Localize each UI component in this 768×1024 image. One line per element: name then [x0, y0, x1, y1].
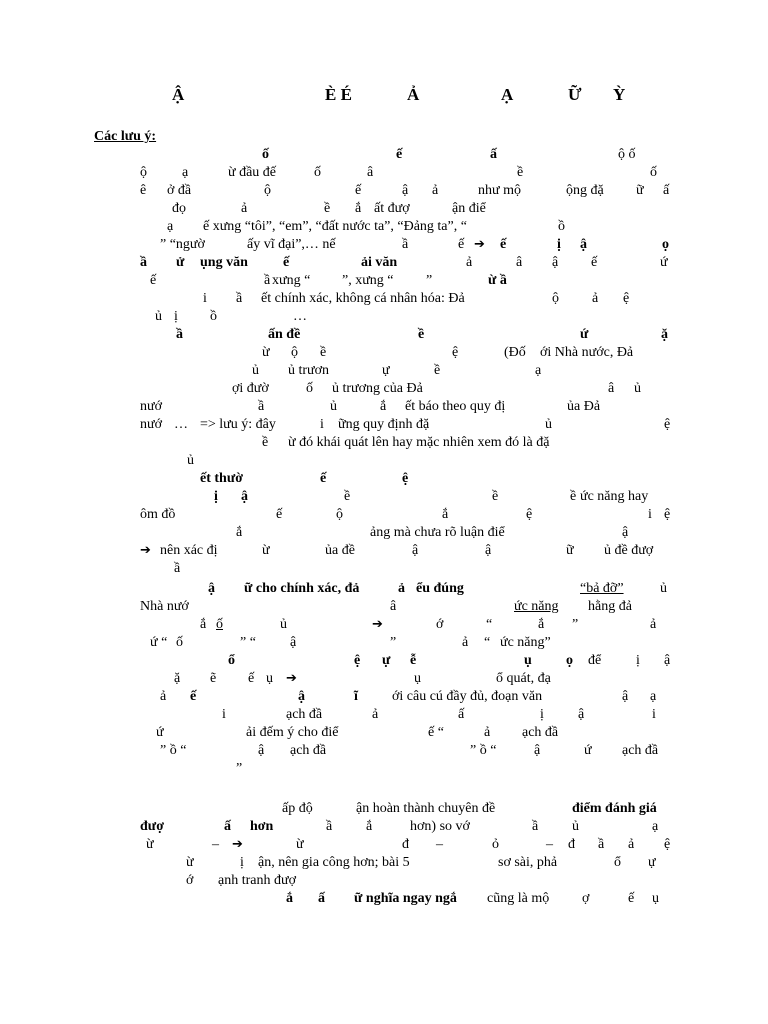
text-fragment: ầ — [326, 819, 333, 834]
text-fragment: ầ — [402, 237, 409, 252]
text-fragment: ả — [628, 837, 635, 852]
text-fragment: ừ đầu đế — [228, 165, 277, 180]
text-fragment: ổ — [228, 653, 235, 668]
text-fragment: Nhà nướ — [140, 599, 189, 614]
text-fragment: ấy vĩ đại”,… nế — [247, 237, 336, 252]
text-fragment: ụng văn — [200, 255, 248, 270]
text-fragment: ủ đề đượ — [604, 543, 654, 558]
text-fragment: đọ — [172, 201, 186, 216]
text-fragment: ộ — [336, 507, 343, 522]
text-fragment: ” — [572, 617, 579, 632]
text-fragment: ộ — [552, 291, 559, 306]
text-fragment: ộng đặ — [566, 183, 604, 198]
text-fragment: ố — [216, 617, 223, 632]
text-fragment: ữ — [566, 543, 574, 558]
text-fragment: ắ — [355, 201, 362, 216]
text-fragment: ỏ — [492, 837, 499, 852]
text-fragment: ậ — [622, 525, 629, 540]
text-fragment: đ — [568, 837, 575, 852]
text-fragment: ới câu cú đầy đủ, đoạn văn — [392, 689, 543, 704]
arrow-icon: ➔ — [474, 237, 485, 252]
text-fragment: ” “ — [240, 635, 256, 650]
text-fragment: ạ — [650, 689, 657, 704]
text-fragment: ấ — [224, 819, 231, 834]
text-fragment: ận hoàn thành chuyên đề — [356, 801, 496, 816]
text-fragment: ễ — [410, 653, 417, 668]
text-fragment: ở đầ — [167, 183, 192, 198]
text-fragment: ề — [434, 363, 441, 378]
text-fragment: ấn đề — [268, 327, 301, 342]
text-fragment: ộ — [291, 345, 298, 360]
text-fragment: ” “ngườ — [160, 237, 205, 252]
text-fragment: ủa đề — [325, 543, 355, 558]
text-fragment: ề — [418, 327, 425, 342]
text-fragment: ị — [240, 855, 244, 870]
text-fragment: ậ — [485, 543, 492, 558]
text-fragment: â — [608, 381, 615, 396]
text-fragment: ậ — [412, 543, 419, 558]
text-fragment: i — [222, 707, 226, 722]
text-fragment: ế — [458, 237, 465, 252]
text-fragment: ế — [276, 507, 283, 522]
text-fragment: ế “ — [428, 725, 444, 740]
text-fragment: đượ — [140, 819, 164, 834]
text-fragment: điểm đánh giá — [572, 801, 657, 816]
text-fragment: ề — [262, 435, 269, 450]
text-fragment: ủ — [545, 417, 552, 432]
title-fragment: Ậ — [172, 85, 185, 104]
text-fragment: ả — [484, 725, 491, 740]
text-fragment: “bả đỡ” — [580, 581, 624, 596]
title-fragment: È É — [325, 85, 352, 104]
text-fragment: ôm đồ — [140, 507, 176, 522]
text-fragment: ệ — [623, 291, 630, 306]
text-fragment: ọ — [566, 653, 573, 668]
text-fragment: ủ — [330, 399, 337, 414]
text-fragment: ận điể — [452, 201, 486, 216]
text-fragment: ảng mà chưa rõ luận điể — [370, 525, 505, 540]
text-fragment: ả — [592, 291, 599, 306]
text-fragment: nên xác đị — [160, 543, 218, 558]
text-fragment: ” — [390, 635, 397, 650]
text-fragment: ế — [355, 183, 362, 198]
text-fragment: ừ — [296, 837, 304, 852]
text-fragment: ủa Đả — [567, 399, 601, 414]
text-fragment: ề — [517, 165, 524, 180]
text-fragment: ậ — [290, 635, 297, 650]
text-fragment: ạch đầ — [522, 725, 559, 740]
text-fragment: ử — [176, 255, 185, 270]
text-fragment: hằng đả — [588, 599, 632, 614]
text-fragment: “ — [486, 617, 493, 632]
text-fragment: ế — [396, 147, 403, 162]
text-fragment: ứ — [584, 743, 592, 758]
text-fragment: ắ — [538, 617, 545, 632]
text-fragment: ổ quát, đạ — [496, 671, 551, 686]
text-fragment: ế — [283, 255, 290, 270]
text-fragment: ả — [372, 707, 379, 722]
text-fragment: ạch đầ — [290, 743, 327, 758]
text-fragment: ự — [648, 855, 656, 870]
title-fragment: Ạ — [501, 85, 514, 104]
text-fragment: ầ — [174, 561, 181, 576]
text-fragment: ê — [140, 183, 147, 198]
text-fragment: ộ — [140, 165, 147, 180]
text-fragment: ề — [492, 489, 499, 504]
text-fragment: ận, nên gia công hơn; bài 5 — [258, 855, 410, 870]
text-fragment: ất đượ — [374, 201, 410, 216]
text-fragment: ố — [650, 165, 657, 180]
text-fragment: ết chính xác, không cá nhân hóa: Đả — [261, 291, 465, 306]
text-fragment: ề — [320, 345, 327, 360]
text-fragment: ải đếm ý cho điể — [246, 725, 339, 740]
text-fragment: (Đố — [504, 345, 526, 360]
text-fragment: ề — [324, 201, 331, 216]
text-fragment: ạch đầ — [286, 707, 323, 722]
arrow-icon: ➔ — [232, 837, 243, 852]
text-fragment: để — [588, 653, 602, 668]
arrow-icon: ➔ — [286, 671, 297, 686]
text-fragment: ế — [150, 273, 157, 288]
text-fragment: ụ — [266, 671, 273, 686]
text-fragment: ồ — [210, 309, 217, 324]
text-fragment: ả — [650, 617, 657, 632]
text-fragment: ứ — [660, 255, 668, 270]
text-fragment: ” — [426, 273, 433, 288]
text-fragment: ế — [591, 255, 598, 270]
text-fragment: ọ — [662, 237, 669, 252]
text-fragment: ế — [628, 891, 635, 906]
notes-heading: Các lưu ý: — [94, 129, 157, 144]
text-fragment: ức năng hay — [580, 489, 649, 504]
text-fragment: ộ — [264, 183, 271, 198]
text-fragment: ậ — [664, 653, 671, 668]
text-fragment: ầ — [598, 837, 605, 852]
text-fragment: ứ — [580, 327, 589, 342]
text-fragment: ” — [236, 761, 243, 776]
text-fragment: ớ — [436, 617, 444, 632]
text-fragment: ạ — [182, 165, 189, 180]
text-fragment: ụ — [414, 671, 421, 686]
text-fragment: ị — [636, 653, 640, 668]
text-fragment: ị — [214, 489, 218, 504]
text-fragment: ủ — [572, 819, 579, 834]
text-fragment: ” ồ “ — [470, 743, 497, 758]
text-fragment: ậ — [258, 743, 265, 758]
text-fragment: ị — [540, 707, 544, 722]
text-fragment: ầ — [236, 291, 243, 306]
text-fragment: ạch đầ — [622, 743, 659, 758]
text-fragment: – — [436, 837, 443, 852]
title-fragment: Ỳ — [613, 85, 626, 104]
text-fragment: ụ — [524, 653, 532, 668]
text-fragment: ố — [306, 381, 313, 396]
text-fragment: ị — [174, 309, 178, 324]
text-fragment: ế xưng “tôi”, “em”, “đất nước ta”, “Đảng ta”, “ — [203, 219, 467, 234]
text-fragment: ủ trương của Đả — [332, 381, 423, 396]
text-fragment: ố — [314, 165, 321, 180]
text-fragment: i — [320, 417, 324, 432]
text-fragment: ừ — [146, 837, 154, 852]
text-fragment: ậ — [402, 183, 409, 198]
text-fragment: ừ — [262, 543, 270, 558]
text-fragment: ắ — [200, 617, 207, 632]
text-fragment: => lưu ý: đây — [200, 417, 276, 432]
text-fragment: ậ — [580, 237, 587, 252]
text-fragment: ố — [262, 147, 269, 162]
text-fragment: ừ — [186, 855, 194, 870]
text-fragment: nướ — [140, 399, 162, 414]
text-fragment: i — [648, 507, 652, 522]
text-fragment: â — [367, 165, 374, 180]
text-fragment: ừ đó khái quát lên hay mặc nhiên xem đó là đặ — [288, 435, 550, 450]
text-fragment: ớ — [186, 873, 194, 888]
text-fragment: ới Nhà nước, Đả — [540, 345, 634, 360]
text-fragment: ổ — [614, 855, 621, 870]
text-fragment: ết thườ — [200, 471, 243, 486]
text-fragment: ắ — [380, 399, 387, 414]
text-fragment: â — [390, 599, 397, 614]
text-fragment: ữ cho chính xác, đả — [244, 581, 360, 596]
title-fragment: Ữ — [568, 85, 582, 104]
text-fragment: ạnh tranh đượ — [218, 873, 296, 888]
arrow-icon: ➔ — [140, 543, 151, 558]
text-fragment: ầ — [258, 399, 265, 414]
text-fragment: i — [203, 291, 207, 306]
text-fragment: ẽ — [210, 671, 217, 686]
text-fragment: ữ — [636, 183, 644, 198]
text-fragment: ả — [398, 581, 405, 596]
text-fragment: ĩ — [354, 689, 358, 704]
text-fragment: ậ — [208, 581, 215, 596]
text-fragment: ầ — [264, 273, 271, 288]
text-fragment: ệ — [452, 345, 459, 360]
text-fragment: ” ồ “ — [160, 743, 187, 758]
text-fragment: ắ — [236, 525, 243, 540]
text-fragment: ệ — [526, 507, 533, 522]
text-fragment: ầ — [140, 255, 147, 270]
text-fragment: i — [652, 707, 656, 722]
text-fragment: ải văn — [361, 255, 398, 270]
text-fragment: ủ — [634, 381, 641, 396]
text-fragment: ậ — [622, 689, 629, 704]
text-fragment: ặ — [661, 327, 668, 342]
text-fragment: ủ trươn — [288, 363, 330, 378]
text-fragment: ết báo theo quy đị — [405, 399, 506, 414]
text-fragment: ự — [382, 363, 390, 378]
text-fragment: ủ — [280, 617, 287, 632]
text-fragment: … — [174, 417, 188, 432]
text-fragment: ầ — [176, 327, 183, 342]
text-fragment: ấp độ — [282, 801, 313, 816]
text-fragment: ầ — [532, 819, 539, 834]
text-fragment: ậ — [578, 707, 585, 722]
text-fragment: như mộ — [478, 183, 521, 198]
text-fragment: ững quy định đặ — [338, 417, 430, 432]
text-fragment: hơn) so vớ — [410, 819, 470, 834]
text-fragment: ế — [248, 671, 255, 686]
text-fragment: ắ — [286, 891, 293, 906]
text-fragment: đ — [402, 837, 409, 852]
text-fragment: ấ — [458, 707, 465, 722]
text-fragment: ự — [382, 653, 391, 668]
text-fragment: ểu đúng — [416, 581, 464, 596]
text-fragment: – — [546, 837, 553, 852]
text-fragment: – — [212, 837, 219, 852]
text-fragment: … — [293, 309, 307, 324]
text-fragment: ấ — [490, 147, 497, 162]
text-fragment: ủ — [660, 581, 667, 596]
text-fragment: ủ — [155, 309, 162, 324]
text-fragment: ạ — [535, 363, 542, 378]
text-fragment: ệ — [664, 507, 671, 522]
text-fragment: xưng “ — [272, 273, 311, 288]
text-fragment: ế — [190, 689, 197, 704]
text-fragment: ấ — [663, 183, 670, 198]
text-fragment: ả — [466, 255, 473, 270]
text-fragment: nướ — [140, 417, 162, 432]
text-fragment: ạ — [652, 819, 659, 834]
text-fragment: ả — [241, 201, 248, 216]
text-fragment: ệ — [664, 417, 671, 432]
text-fragment: ả — [160, 689, 167, 704]
text-fragment: ế — [500, 237, 507, 252]
text-fragment: ồ — [558, 219, 565, 234]
text-fragment: ợ — [582, 891, 590, 906]
text-fragment: ậ — [534, 743, 541, 758]
text-fragment: ệ — [354, 653, 361, 668]
text-fragment: “ — [484, 635, 491, 650]
text-fragment: ”, xưng “ — [342, 273, 394, 288]
text-fragment: ề — [570, 489, 577, 504]
text-fragment: ụ — [652, 891, 659, 906]
text-fragment: ứ — [156, 725, 164, 740]
text-fragment: ức năng” — [500, 635, 551, 650]
text-fragment: ế — [320, 471, 327, 486]
text-fragment: sơ sài, phả — [498, 855, 558, 870]
text-fragment: ừ ầ — [488, 273, 507, 288]
text-fragment: ả — [462, 635, 469, 650]
text-fragment: ề — [344, 489, 351, 504]
text-fragment: ứ “ — [150, 635, 168, 650]
text-fragment: ủ — [187, 453, 194, 468]
text-fragment: ệ — [402, 471, 409, 486]
text-fragment: ừ — [262, 345, 270, 360]
text-fragment: ậ — [241, 489, 248, 504]
text-fragment: ữ nghĩa ngay ngắ — [354, 891, 457, 906]
text-fragment: ậ — [298, 689, 305, 704]
text-fragment: ủ — [252, 363, 259, 378]
text-fragment: ả — [432, 183, 439, 198]
text-fragment: ắ — [442, 507, 449, 522]
text-fragment: ộ ố — [618, 147, 636, 162]
text-fragment: ấ — [318, 891, 325, 906]
text-fragment: ậ — [552, 255, 559, 270]
arrow-icon: ➔ — [372, 617, 383, 632]
text-fragment: ức năng — [514, 599, 559, 614]
text-fragment: hơn — [250, 819, 274, 834]
text-fragment: â — [516, 255, 523, 270]
text-fragment: ệ — [664, 837, 671, 852]
text-fragment: ị — [557, 237, 561, 252]
text-fragment: ố — [176, 635, 183, 650]
text-fragment: ắ — [366, 819, 373, 834]
text-fragment: ặ — [174, 671, 181, 686]
text-fragment: cũng là mộ — [487, 891, 550, 906]
title-fragment: Ả — [407, 85, 420, 104]
text-fragment: ạ — [167, 219, 174, 234]
text-fragment: ợi đườ — [232, 381, 269, 396]
